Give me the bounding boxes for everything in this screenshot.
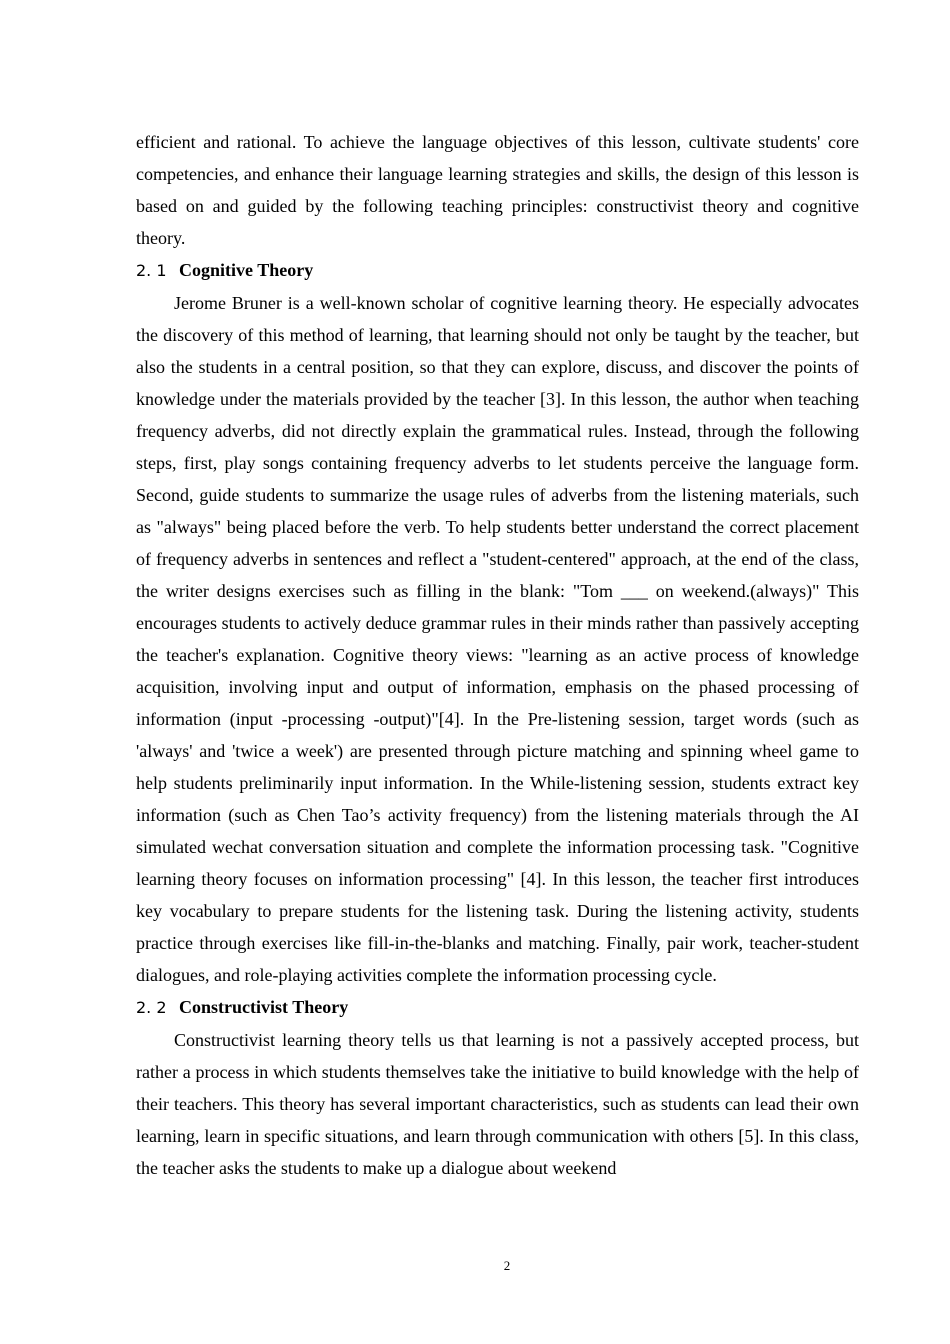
intro-paragraph: efficient and rational. To achieve the language objectives of this lesson, cultivate students' core competencies, and enhance their language learning strategies and skills, the design of this lesson is based on and guided by the following teaching principles: constructivist theory and cognitive theory. <box>136 132 859 248</box>
section-number: 2. 1 <box>136 261 167 280</box>
section-heading-cognitive-theory <box>136 254 859 287</box>
constructivist-theory-paragraph: Constructivist learning theory tells us that learning is not a passively accepted process, but rather a process in which students themselves take the initiative to build knowledge with the help of their teachers. This theory has several important characteristics, such as students can lead their own learning, learn in specific situations, and learn through communication with others [5]. In this class, the teacher asks the students to make up a dialogue about weekend <box>136 1030 859 1178</box>
section-heading-constructivist-theory <box>136 991 859 1024</box>
section-number: 2. 2 <box>136 998 167 1017</box>
page-body <box>136 126 859 1184</box>
section-title: Constructivist Theory <box>179 997 349 1017</box>
page-number: 2 <box>503 1258 511 1273</box>
cognitive-theory-paragraph: Jerome Bruner is a well-known scholar of cognitive learning theory. He especially advocates the discovery of this method of learning, that learning should not only be taught by the teacher, but also the students in a central position, so that they can explore, discuss, and discover the points of knowledge under the materials provided by the teacher [3]. In this lesson, the author when teaching frequency adverbs, did not directly explain the grammatical rules. Instead, through the following steps, first, play songs containing frequency adverbs to let students perceive the language form. Second, guide students to summarize the usage rules of adverbs from the listening materials, such as "always" being placed before the verb. To help students better understand the correct placement of frequency adverbs in sentences and reflect a "student-centered" approach, at the end of the class, the writer designs exercises such as filling in the blank: "Tom ___ on weekend.(always)" This encourages students to actively deduce grammar rules in their minds rather than passively accepting the teacher's explanation. Cognitive theory views: "learning as an active process of knowledge acquisition, involving input and output of information, emphasis on the phased processing of information (input -processing -output)"[4]. In the Pre-listening session, target words (such as 'always' and 'twice a week') are presented through picture matching and spinning wheel game to help students preliminarily input information. In the While-listening session, students extract key information (such as Chen Tao’s activity frequency) from the listening materials through the AI simulated wechat conversation situation and complete the information processing task. "Cognitive learning theory focuses on information processing" [4]. In this lesson, the teacher first introduces key vocabulary to prepare students for the listening task. During the listening activity, students practice through exercises like fill-in-the-blanks and matching. Finally, pair work, teacher-student dialogues, and role-playing activities complete the information processing cycle. <box>136 293 859 985</box>
section-title: Cognitive Theory <box>179 260 314 280</box>
